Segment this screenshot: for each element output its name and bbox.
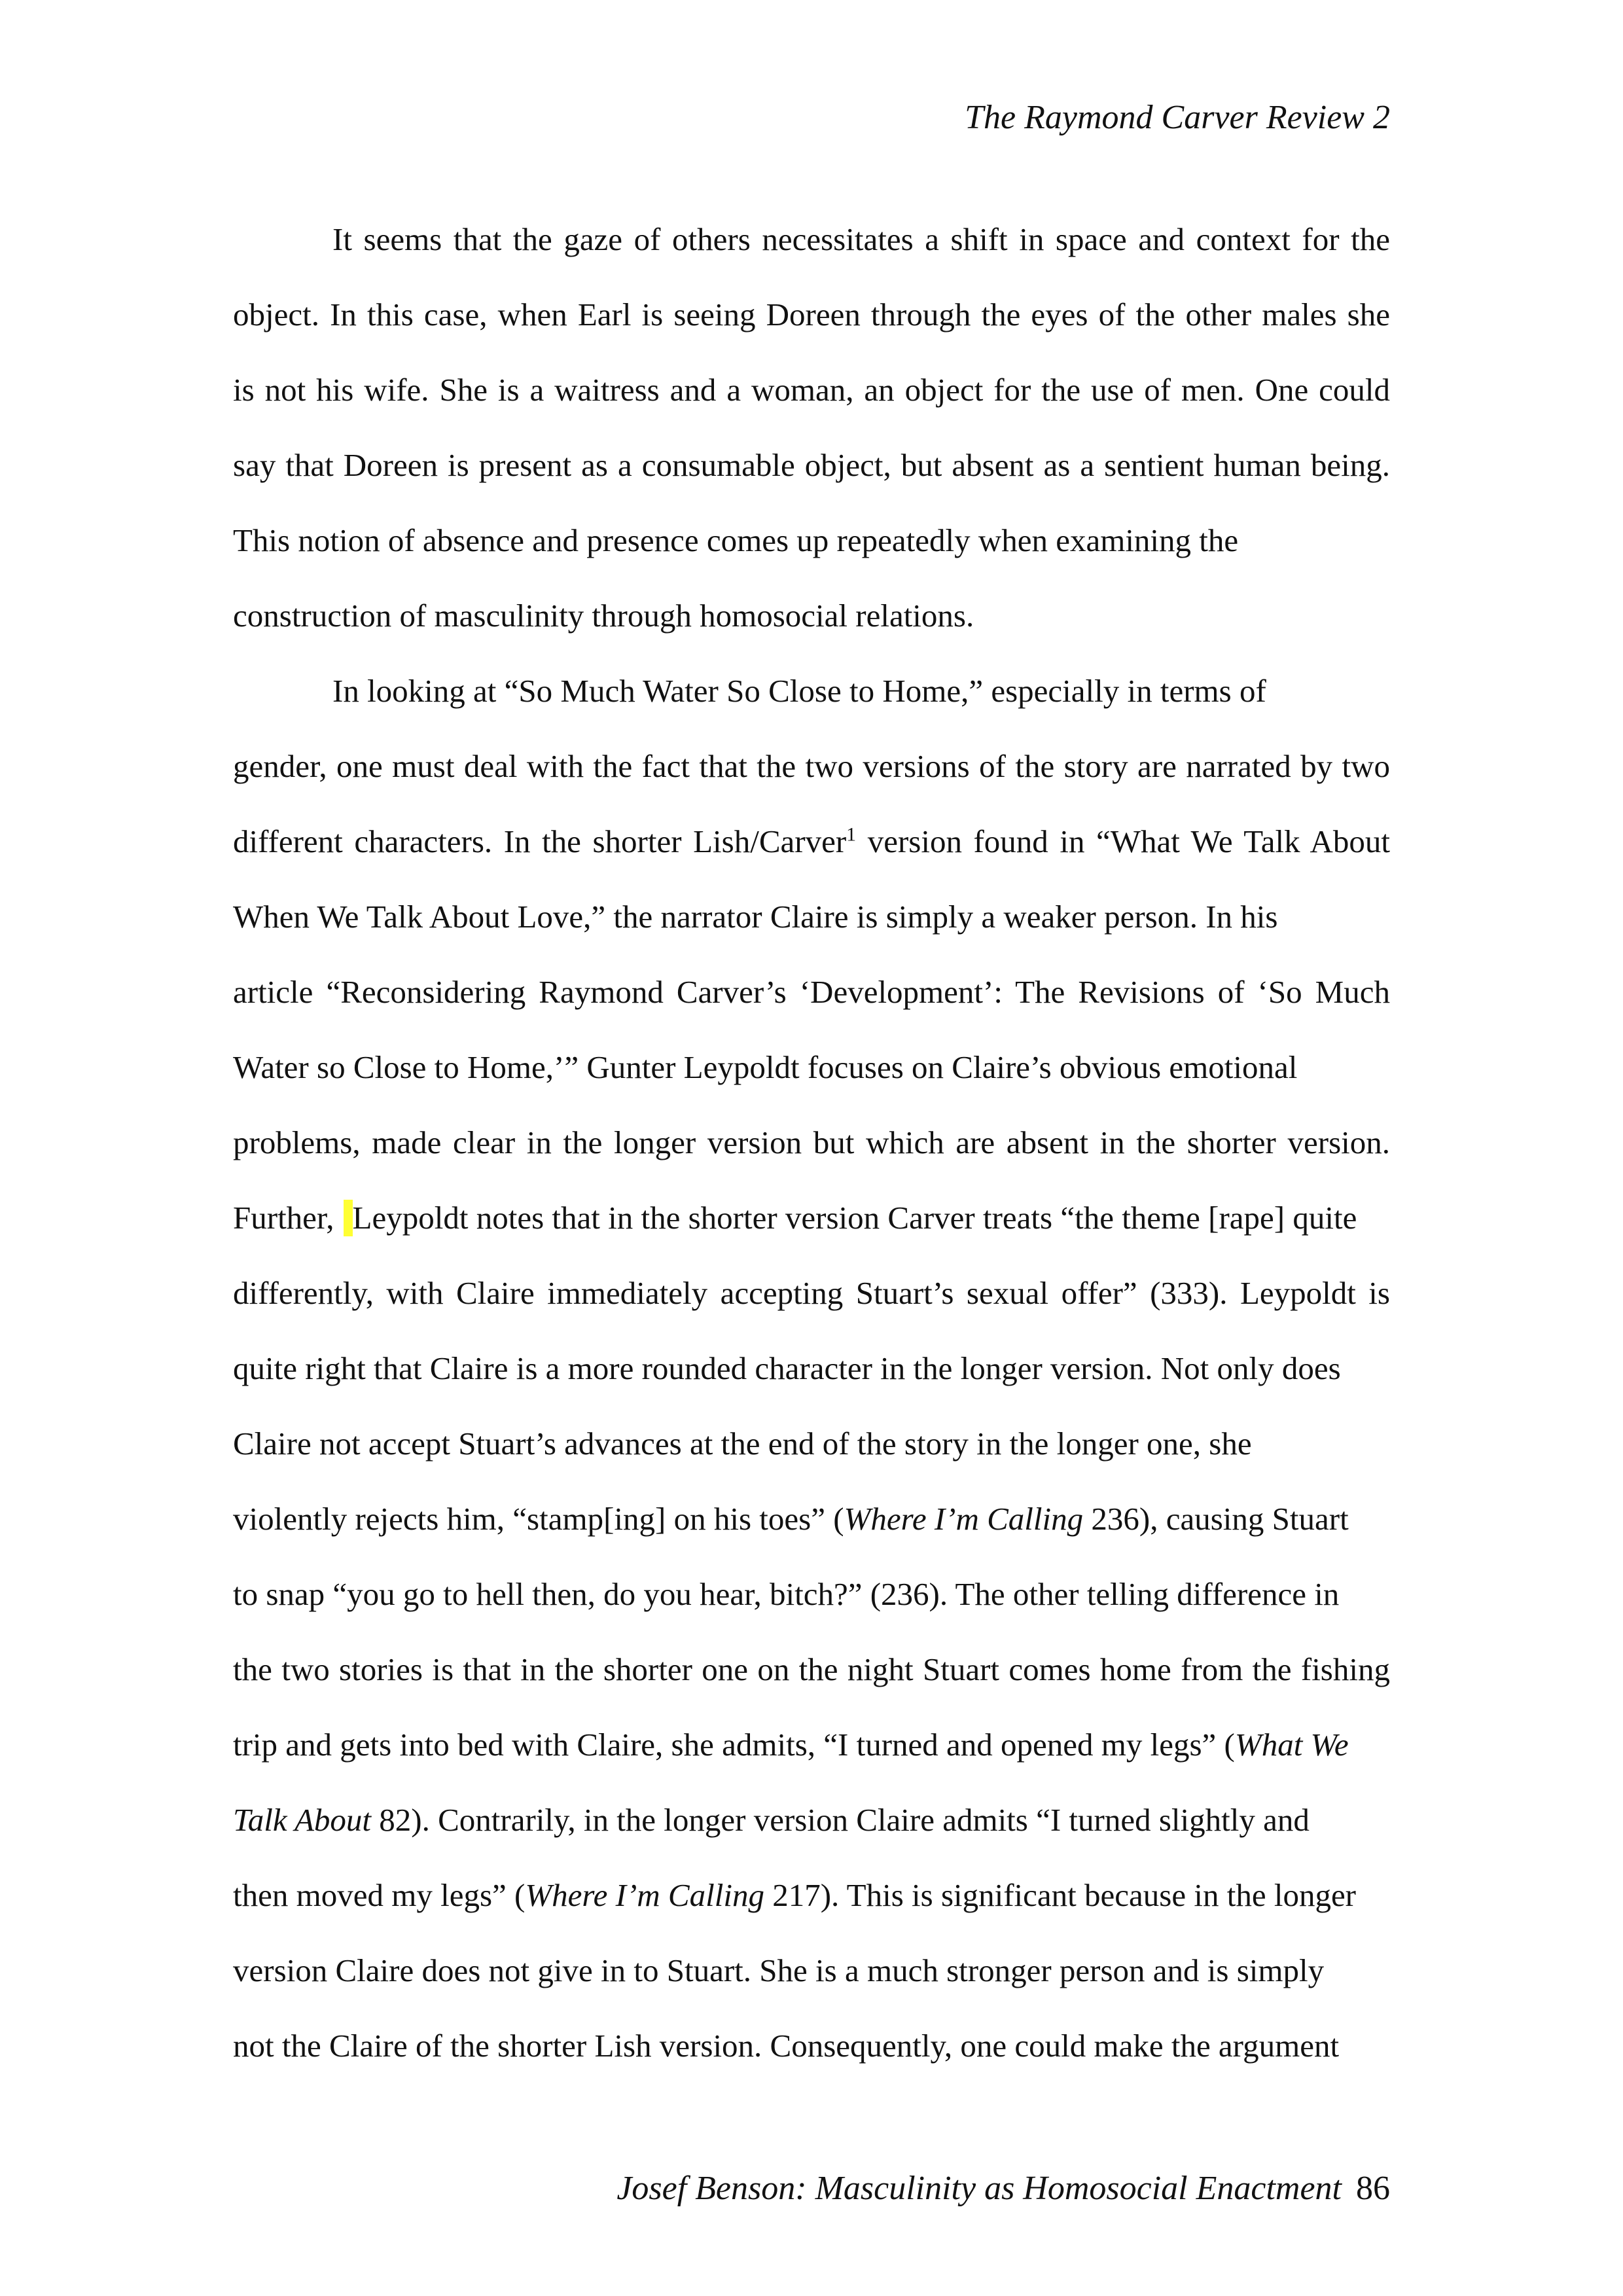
footer-title: Josef Benson: Masculinity as Homosocial Enactment	[616, 2170, 1342, 2207]
body-text	[233, 202, 1390, 2083]
italic-title: Where I’m Calling	[844, 1501, 1084, 1537]
text-line: Claire not accept Stuart’s advances at the end of the story in the longer one, she	[233, 1426, 1252, 1462]
text-highlight-mark	[344, 1200, 353, 1236]
footnote-marker[interactable]: 1	[846, 823, 857, 846]
text-line: gender, one must deal with the fact that the two versions of the story are narrated by two	[233, 748, 1390, 784]
text-line: object. In this case, when Earl is seeing Doreen through the eyes of the other males she	[233, 296, 1390, 332]
text-line: to snap “you go to hell then, do you hear, bitch?” (236). The other telling difference in	[233, 1576, 1340, 1612]
text-segment: 82). Contrarily, in the longer version Claire admits “I turned slightly and	[371, 1802, 1310, 1838]
text-line: version Claire does not give in to Stuart. She is a much stronger person and is simply	[233, 1952, 1325, 1988]
text-segment: 236), causing Stuart	[1083, 1501, 1349, 1537]
text-line: Water so Close to Home,’” Gunter Leypoldt focuses on Claire’s obvious emotional	[233, 1049, 1298, 1085]
text-segment: version found in “What We Talk About	[856, 823, 1390, 859]
text-line: is not his wife. She is a waitress and a woman, an object for the use of men. One could	[233, 372, 1390, 408]
text-line	[233, 1180, 1390, 1255]
text-segment: Leypoldt notes that in the shorter version Carver treats “the theme [rape] quite	[352, 1200, 1357, 1236]
page-number: 86	[1356, 2170, 1390, 2207]
text-segment: 217). This is significant because in the longer	[764, 1877, 1357, 1913]
italic-title: Where I’m Calling	[525, 1877, 764, 1913]
text-segment: then moved my legs” (	[233, 1877, 526, 1913]
text-segment: Further,	[233, 1200, 334, 1236]
text-line: say that Doreen is present as a consumable object, but absent as a sentient human being.	[233, 447, 1390, 483]
text-segment: different characters. In the shorter Lish/Carver	[233, 823, 847, 859]
text-line: In looking at “So Much Water So Close to Home,” especially in terms of	[332, 673, 1266, 709]
text-line	[233, 1857, 1390, 1933]
text-line: article “Reconsidering Raymond Carver’s ‘Development’: The Revisions of ‘So Much	[233, 974, 1390, 1010]
italic-title: Talk About	[233, 1802, 372, 1838]
text-line: problems, made clear in the longer version but which are absent in the shorter version.	[233, 1124, 1390, 1160]
text-line: the two stories is that in the shorter one on the night Stuart comes home from the fishing	[233, 1651, 1390, 1687]
running-head: The Raymond Carver Review 2	[965, 99, 1390, 136]
text-line: differently, with Claire immediately accepting Stuart’s sexual offer” (333). Leypoldt is	[233, 1275, 1390, 1311]
text-line	[233, 804, 1390, 879]
text-line	[233, 1481, 1390, 1556]
text-segment: trip and gets into bed with Claire, she admits, “I turned and opened my legs” (	[233, 1727, 1235, 1763]
italic-title: What We	[1234, 1727, 1349, 1763]
text-line: not the Claire of the shorter Lish version. Consequently, one could make the argument	[233, 2028, 1340, 2064]
running-foot	[616, 2168, 1390, 2210]
text-line	[233, 1707, 1390, 1782]
text-line	[233, 1782, 1390, 1857]
text-line: construction of masculinity through homosocial relations.	[233, 598, 974, 634]
text-line: It seems that the gaze of others necessitates a shift in space and context for the	[332, 221, 1390, 257]
text-line: This notion of absence and presence comes up repeatedly when examining the	[233, 522, 1239, 558]
text-line: When We Talk About Love,” the narrator Claire is simply a weaker person. In his	[233, 899, 1278, 935]
text-segment: violently rejects him, “stamp[ing] on his toes” (	[233, 1501, 844, 1537]
text-line: quite right that Claire is a more rounded character in the longer version. Not only does	[233, 1350, 1341, 1386]
